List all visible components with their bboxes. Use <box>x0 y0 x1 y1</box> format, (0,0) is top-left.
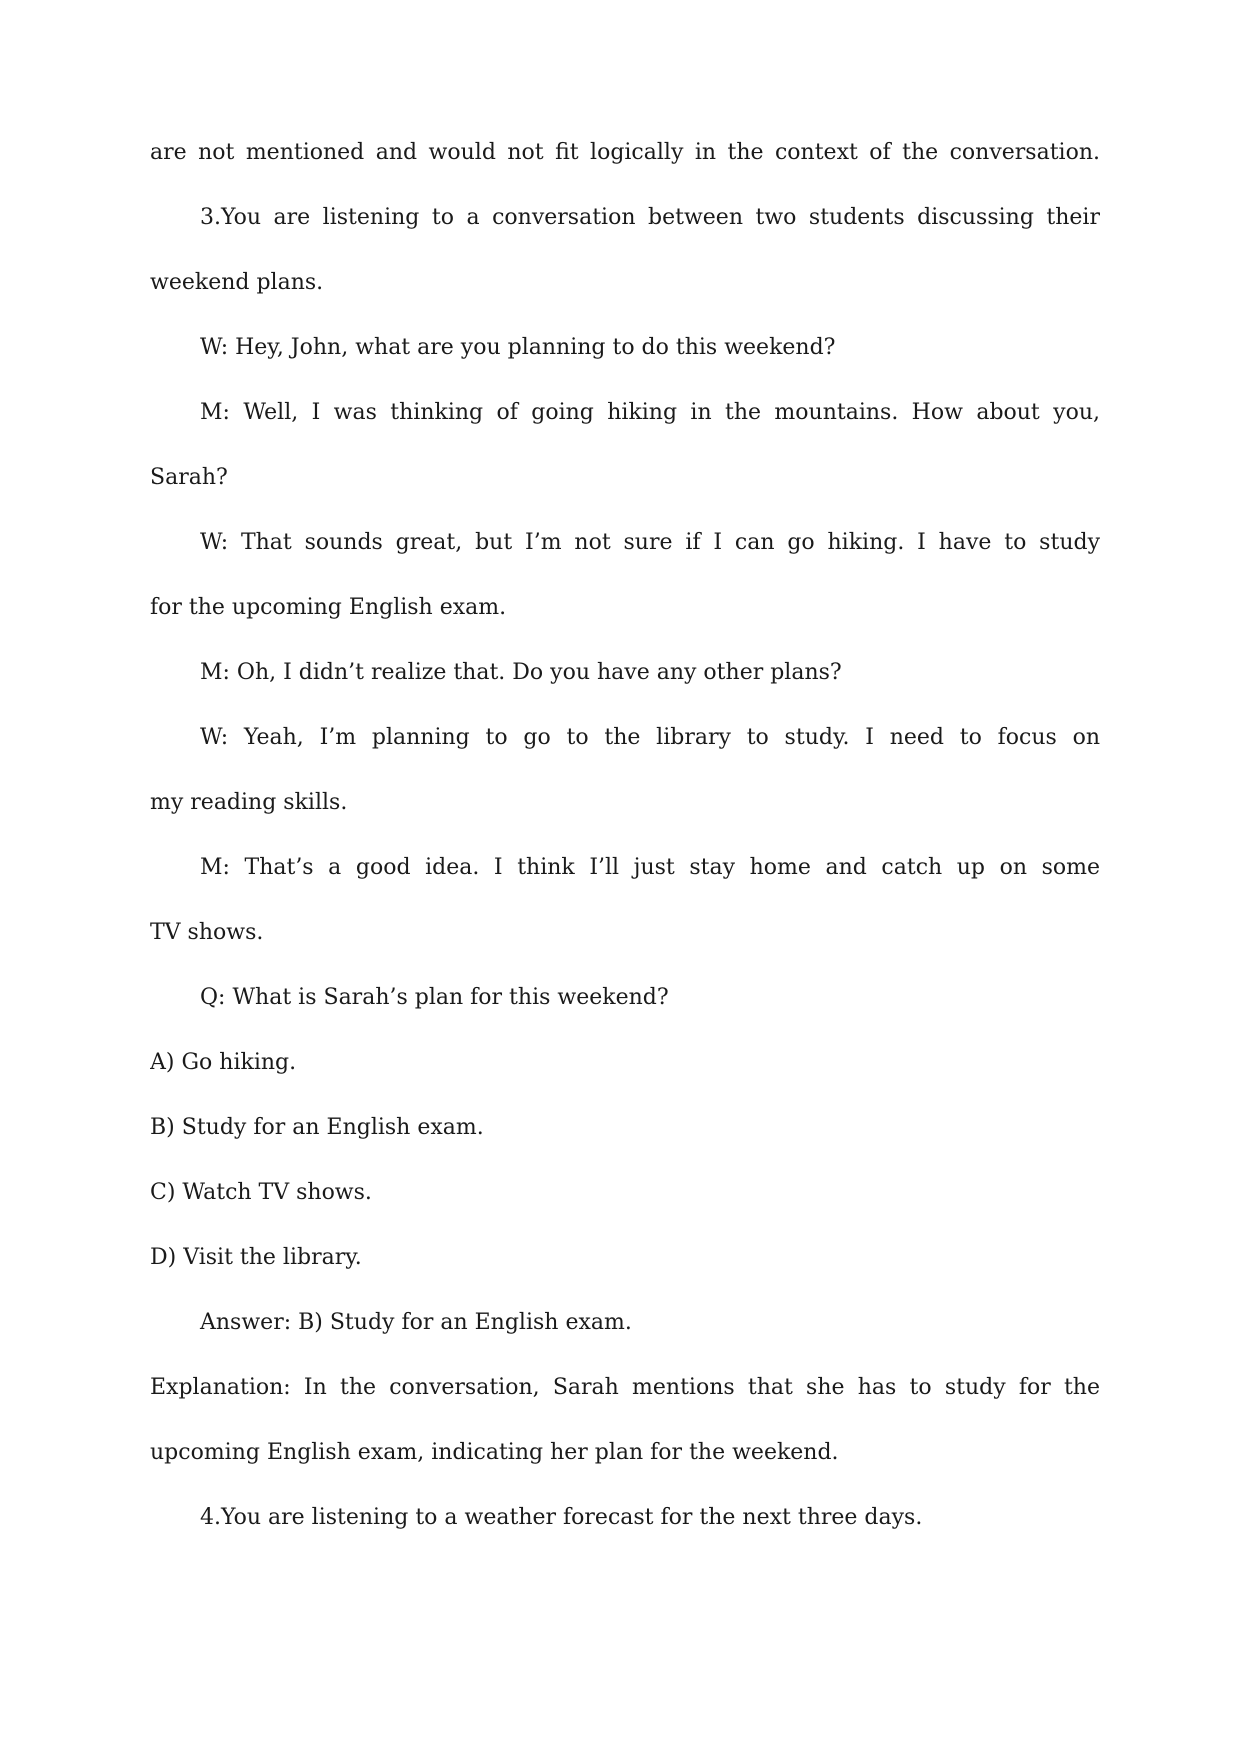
document-body <box>150 138 1100 1568</box>
question-3-intro: 3.You are listening to a conversation between two students discussing their <box>200 205 1100 230</box>
option-d: D) Visit the library. <box>150 1245 362 1270</box>
dialogue-line: M: Oh, I didn’t realize that. Do you have any other plans? <box>200 660 842 685</box>
text-line: are not mentioned and would not fit logically in the context of the conversation. <box>150 140 1100 165</box>
dialogue-line: W: That sounds great, but I’m not sure if I can go hiking. I have to study <box>200 530 1100 555</box>
text-line: my reading skills. <box>150 790 348 815</box>
dialogue-line: W: Yeah, I’m planning to go to the library to study. I need to focus on <box>200 725 1100 750</box>
dialogue-line: M: That’s a good idea. I think I’ll just stay home and catch up on some <box>200 855 1100 880</box>
question-4-intro: 4.You are listening to a weather forecast for the next three days. <box>200 1505 923 1530</box>
text-line: upcoming English exam, indicating her plan for the weekend. <box>150 1440 839 1465</box>
question-line: Q: What is Sarah’s plan for this weekend? <box>200 985 669 1010</box>
dialogue-line: M: Well, I was thinking of going hiking in the mountains. How about you, <box>200 400 1100 425</box>
text-line: Sarah? <box>150 465 228 490</box>
explanation-line: Explanation: In the conversation, Sarah mentions that she has to study for the <box>150 1375 1100 1400</box>
option-a: A) Go hiking. <box>150 1050 297 1075</box>
option-b: B) Study for an English exam. <box>150 1115 484 1140</box>
option-c: C) Watch TV shows. <box>150 1180 372 1205</box>
text-line: TV shows. <box>150 920 264 945</box>
answer-line: Answer: B) Study for an English exam. <box>200 1310 632 1335</box>
text-line: for the upcoming English exam. <box>150 595 507 620</box>
dialogue-line: W: Hey, John, what are you planning to do this weekend? <box>200 335 836 360</box>
text-line: weekend plans. <box>150 270 324 295</box>
